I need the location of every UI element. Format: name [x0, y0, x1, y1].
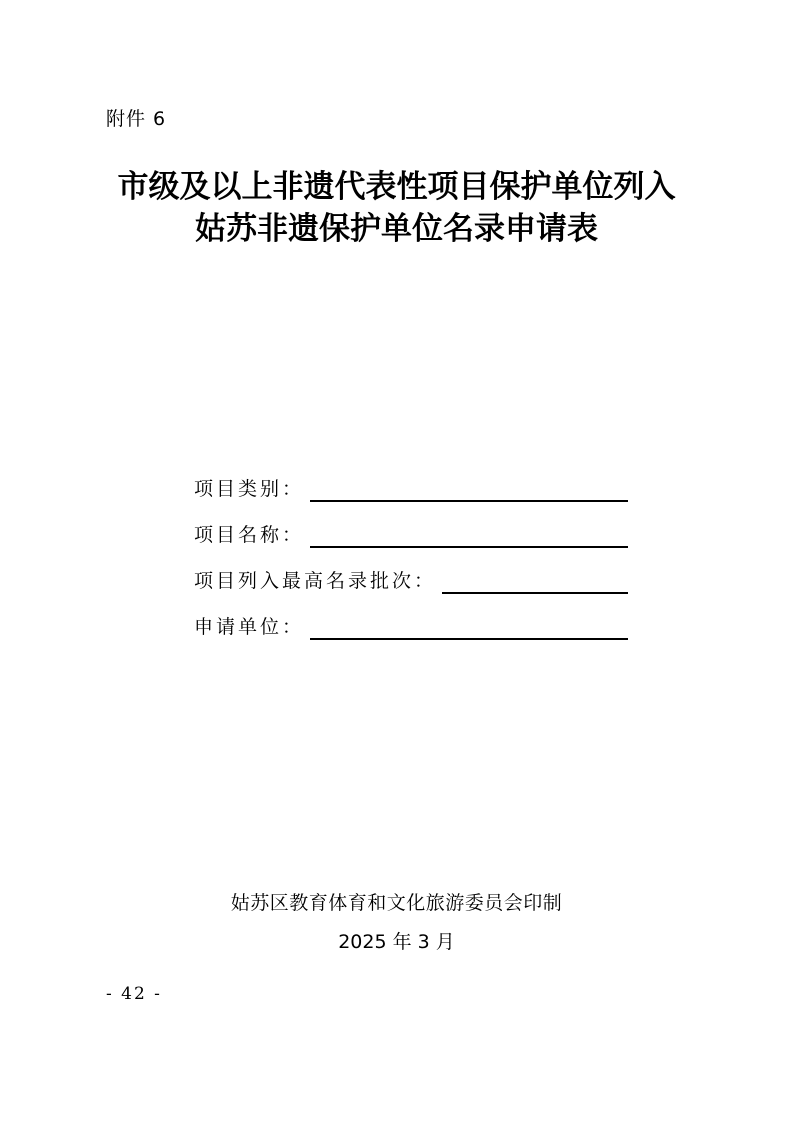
field-label: 项目列入最高名录批次： [194, 570, 437, 592]
document-title-line-2: 姑苏非遗保护单位名录申请表 [195, 211, 598, 247]
field-label: 申请单位： [194, 616, 305, 638]
document-title-line-1: 市级及以上非遗代表性项目保护单位列入 [117, 169, 676, 205]
form-field-highest-listing-batch [194, 564, 628, 594]
field-label: 项目类别： [194, 478, 305, 500]
publisher-line: 姑苏区教育体育和文化旅游委员会印制 [230, 892, 563, 914]
fill-in-blank[interactable] [442, 572, 628, 594]
fill-in-blank[interactable] [310, 618, 628, 640]
field-label: 项目名称： [194, 524, 305, 546]
attachment-label: 附件 6 [106, 108, 167, 130]
page-number: - 42 - [106, 984, 162, 1004]
form-field-project-category [194, 472, 628, 502]
publication-date: 2025 年 3 月 [338, 931, 455, 953]
form-field-project-name [194, 518, 628, 548]
fill-in-blank[interactable] [310, 526, 628, 548]
fill-in-blank[interactable] [310, 480, 628, 502]
form-field-applicant-unit [194, 610, 628, 640]
